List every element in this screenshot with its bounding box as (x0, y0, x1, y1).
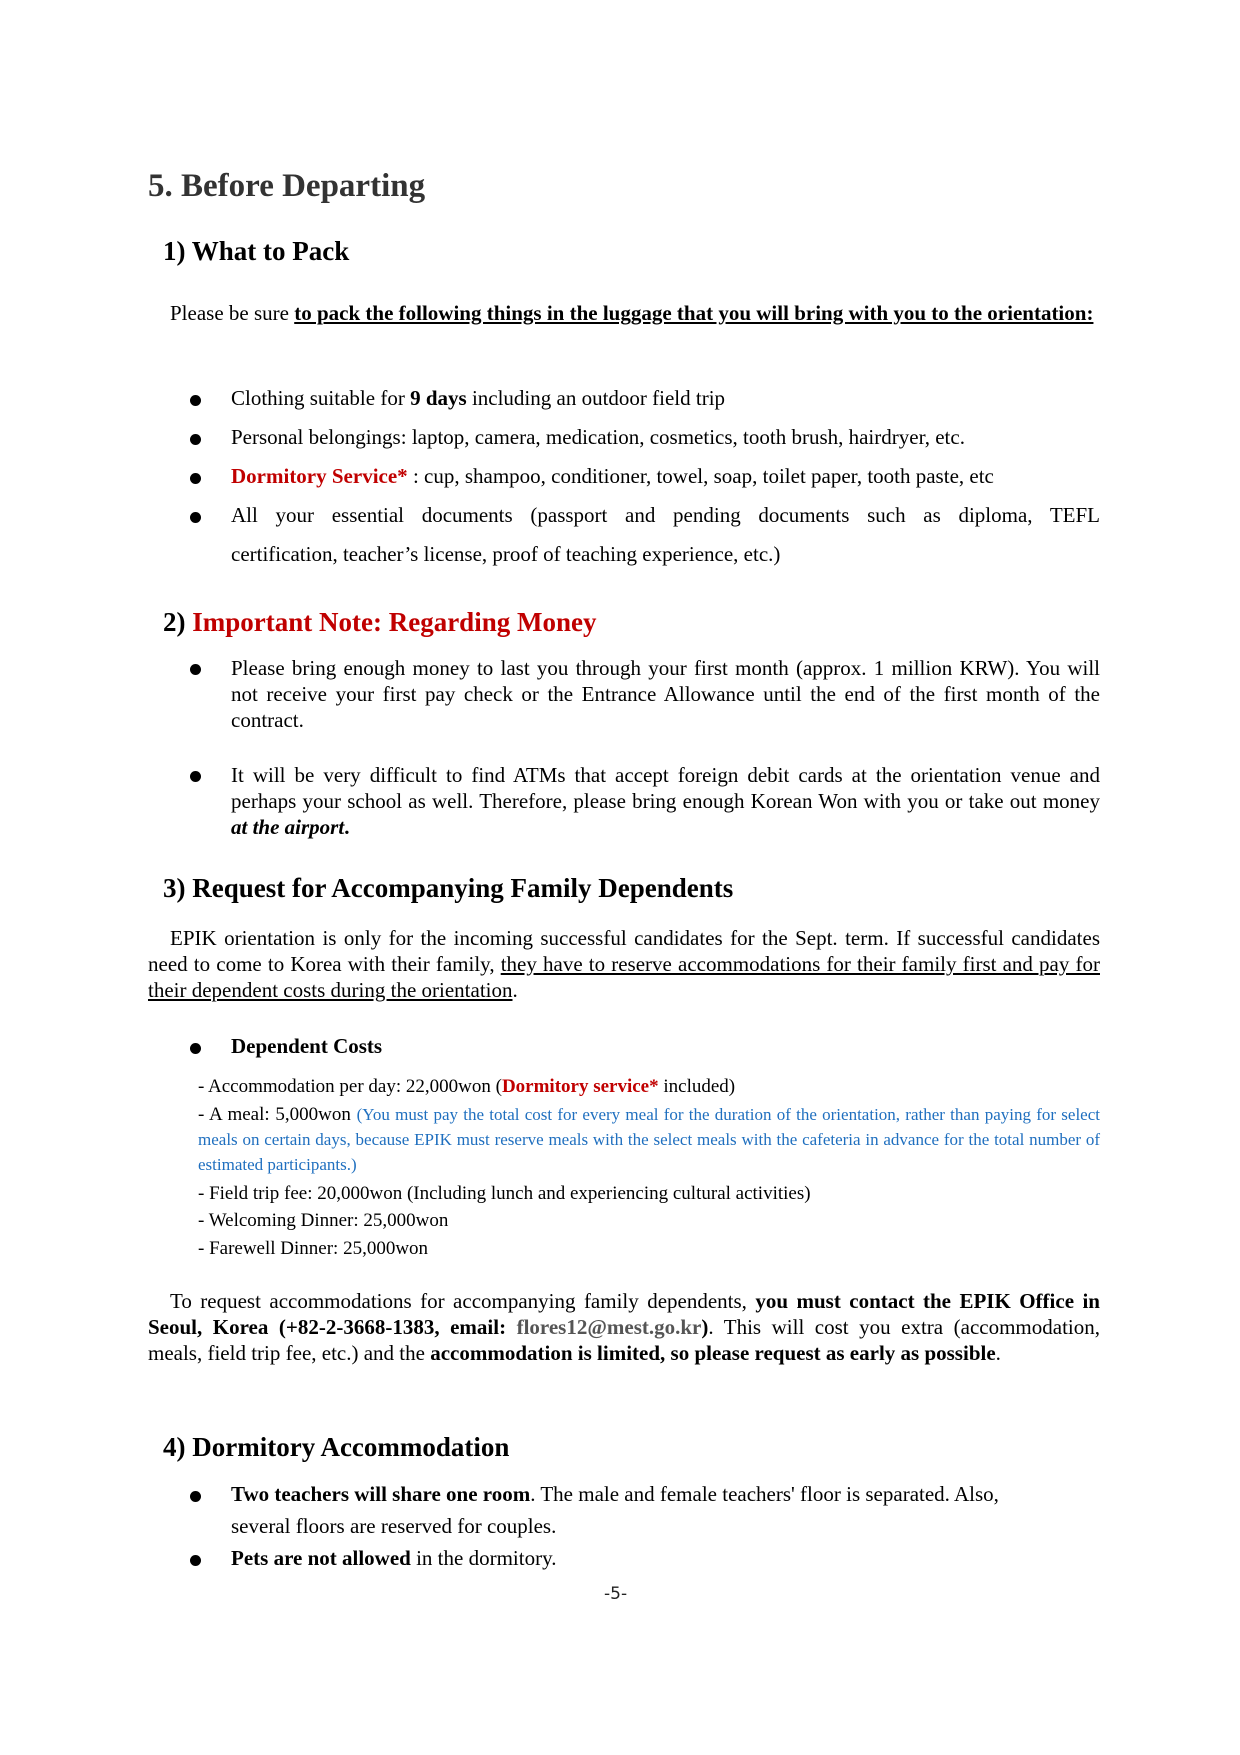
dormitory-service-label: Dormitory service* (501, 1076, 659, 1097)
cost-text: - Accommodation per day: 22,000won ( (198, 1076, 502, 1097)
contact-bold: accommodation is limited, so please request as early as possible (430, 1341, 996, 1365)
pack-intro-plain: Please be sure (170, 301, 295, 325)
pack-intro (148, 300, 1100, 326)
dorm-item-text: several floors are reserved for couples. (231, 1514, 557, 1538)
heading-what-to-pack: 1) What to Pack (163, 236, 350, 266)
pack-item-text: : cup, shampoo, conditioner, towel, soap, toilet paper, tooth paste, etc (407, 464, 994, 488)
bullet-icon (190, 512, 201, 523)
family-paragraph (148, 925, 1100, 1003)
heading-dormitory: 4) Dormitory Accommodation (163, 1432, 510, 1462)
pack-intro-emphasis: to pack the following things in the luggage that you will bring with you to the orientation: (294, 301, 1094, 325)
pack-item-text: certification, teacher’s license, proof of teaching experience, etc.) (231, 542, 781, 566)
pack-item-text: All your essential documents (passport and pending documents such as diploma, TEFL (231, 503, 1100, 527)
dorm-item-bold: Two teachers will share one room (231, 1482, 531, 1506)
dorm-item-bold: Pets are not allowed (231, 1546, 411, 1570)
bullet-icon (190, 664, 201, 675)
punctuation: . (995, 1341, 1001, 1365)
pack-item-bold: 9 days (410, 386, 467, 410)
pack-item-text: including an outdoor field trip (466, 386, 726, 410)
heading-number: 2) (163, 607, 193, 637)
bullet-icon (190, 473, 201, 484)
cost-accommodation (198, 1074, 735, 1099)
contact-text: To request accommodations for accompanying family dependents, (170, 1289, 756, 1313)
pack-item (190, 503, 1100, 583)
money-item-emphasis: at the airport (231, 815, 345, 839)
money-item-text: Please bring enough money to last you through your first month (approx. 1 million KRW). You will not receive your first pay check or the Entrance Allowance until the end of the first month of the contract. (231, 656, 1100, 732)
cost-meal (198, 1102, 1100, 1177)
cost-welcome-dinner: - Welcoming Dinner: 25,000won (198, 1210, 449, 1231)
punctuation: . (512, 978, 518, 1002)
page-number: -5- (604, 1584, 628, 1604)
pack-item-text: Clothing suitable for (231, 386, 411, 410)
meal-note: (You must pay the total cost for every meal for the duration of the orientation, rather than paying for select meals on certain days, because EPIK must reserve meals with the select meals with the cafeteria in advance for the total number of estimated participants.) (198, 1105, 1100, 1174)
heading-family-dependents: 3) Request for Accompanying Family Dependents (163, 873, 734, 903)
pack-item-text: Personal belongings: laptop, camera, medication, cosmetics, tooth brush, hairdryer, etc. (231, 425, 965, 449)
dorm-item-text: in the dormitory. (410, 1546, 557, 1570)
dorm-item-text: . The male and female teachers' floor is separated. Also, (530, 1482, 999, 1506)
family-text: EPIK orientation is only for the incoming successful candidates for the Sept. term. If successful candidates need to come to Korea with their family, (148, 926, 1100, 976)
family-underlined-text: they have to reserve accommodations for their family first and pay for their dependent costs during the orientation (148, 952, 1100, 1002)
cost-field-trip: - Field trip fee: 20,000won (Including lunch and experiencing cultural activities) (198, 1183, 811, 1204)
email-link[interactable]: flores12@mest.go.kr (516, 1315, 702, 1339)
bullet-icon (190, 1043, 201, 1054)
bullet-icon (190, 771, 201, 782)
section-title: 5. Before Departing (148, 168, 426, 204)
cost-farewell-dinner: - Farewell Dinner: 25,000won (198, 1238, 429, 1259)
dormitory-service-label: Dormitory Service* (231, 464, 408, 488)
contact-paragraph (148, 1288, 1100, 1366)
money-item-text: It will be very difficult to find ATMs that accept foreign debit cards at the orientation venue and perhaps your school as well. Therefore, please bring enough Korean Won with you or take out money (231, 763, 1100, 813)
punctuation: . (344, 815, 350, 839)
cost-text: included) (658, 1076, 736, 1097)
dorm-item (190, 1482, 1100, 1552)
bullet-icon (190, 1491, 201, 1502)
heading-money (163, 607, 596, 638)
dependent-costs-heading: Dependent Costs (231, 1034, 383, 1058)
bullet-icon (190, 395, 201, 406)
cost-text: - A meal: 5,000won (198, 1104, 357, 1125)
bullet-icon (190, 434, 201, 445)
contact-text: . This will cost you extra (accommodation, meals, field trip fee, etc.) and the (148, 1315, 1100, 1365)
heading-text: Important Note: Regarding Money (192, 607, 597, 637)
contact-bold: you must contact the EPIK Office in Seoul, Korea (+82-2-3668-1383, email: (148, 1289, 1100, 1339)
bullet-icon (190, 1555, 201, 1566)
punctuation: ) (701, 1315, 709, 1339)
